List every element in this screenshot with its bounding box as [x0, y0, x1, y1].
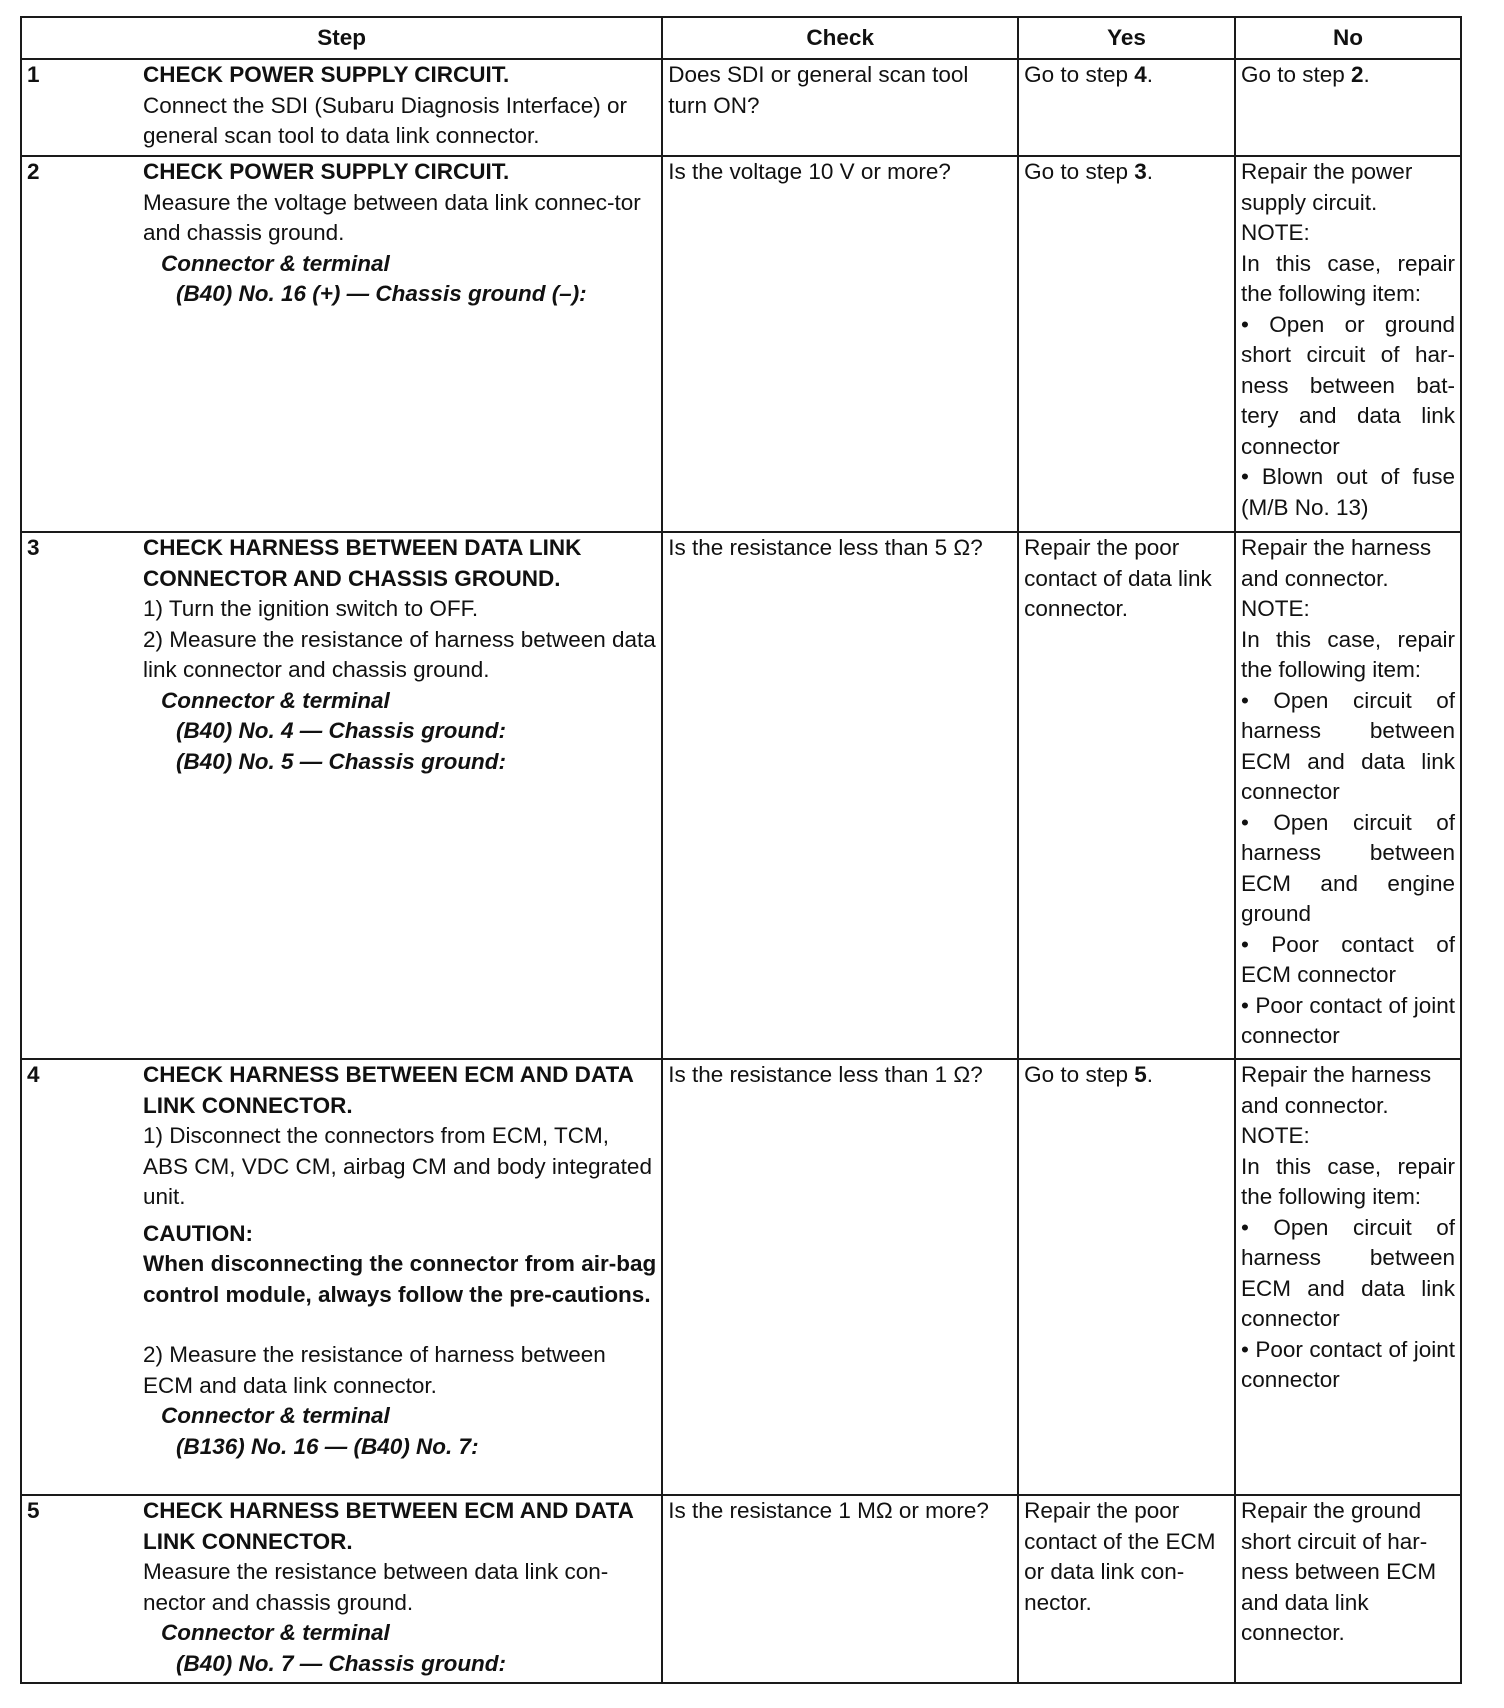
- no-action: Repair the ground short circuit of har-ness between ECM and data link connector.: [1240, 1498, 1437, 1645]
- no-text: Go to step: [1240, 62, 1352, 87]
- step-cell: [21, 532, 662, 1059]
- connector-terminal-label: Connector & terminal: [161, 687, 390, 713]
- no-action: Repair the power supply circuit.: [1240, 159, 1413, 215]
- yes-step-link: 5: [1134, 1062, 1147, 1087]
- step-cell: [21, 1059, 662, 1495]
- no-cell: [1235, 1059, 1461, 1495]
- step-number: 3: [27, 535, 40, 560]
- note-item: • Blown out of fuse (M/B No. 13): [1240, 464, 1455, 520]
- header-no: No: [1235, 17, 1461, 59]
- check-cell: [662, 156, 1018, 532]
- diagnostic-table: [20, 16, 1462, 1684]
- yes-cell: [1018, 1059, 1235, 1495]
- table-row: [21, 156, 1461, 532]
- note-item: • Poor contact of joint connector: [1240, 992, 1455, 1048]
- note-intro: In this case, repair the following item:: [1240, 626, 1455, 682]
- step-instruction: 2) Measure the resistance of harness between data link connector and chassis ground.: [143, 626, 656, 682]
- header-yes: Yes: [1018, 17, 1235, 59]
- step-instruction: Measure the voltage between data link connec-tor and chassis ground.: [143, 189, 641, 245]
- note-item: • Open or ground short circuit of har-ness between bat-tery and data link connector: [1240, 311, 1455, 459]
- yes-text: Repair the poor contact of data link connector.: [1024, 535, 1212, 621]
- yes-text: Go to step: [1024, 159, 1135, 184]
- note-item: • Open circuit of harness between ECM and engine ground: [1240, 809, 1455, 926]
- step-instruction: Connect the SDI (Subaru Diagnosis Interface) or general scan tool to data link connector.: [143, 92, 627, 148]
- check-question: Is the voltage 10 V or more?: [668, 159, 951, 184]
- step-title: CHECK HARNESS BETWEEN ECM AND DATA LINK CONNECTOR.: [143, 1062, 634, 1118]
- terminal-spec: (B40) No. 7 — Chassis ground:: [176, 1650, 507, 1676]
- terminal-spec: (B40) No. 16 (+) — Chassis ground (–):: [176, 281, 587, 306]
- step-number: 2: [27, 159, 40, 184]
- step-instruction: 1) Disconnect the connectors from ECM, TCM, ABS CM, VDC CM, airbag CM and body integrated unit.: [143, 1123, 652, 1209]
- yes-text: Go to step: [1024, 1062, 1135, 1087]
- no-cell: [1235, 156, 1461, 532]
- check-question: Does SDI or general scan tool turn ON?: [668, 62, 969, 118]
- table-row: [21, 1059, 1461, 1495]
- note-label: NOTE:: [1240, 596, 1310, 621]
- note-item: • Poor contact of ECM connector: [1240, 931, 1455, 987]
- no-cell: [1235, 59, 1461, 156]
- caution-text: When disconnecting the connector from air-bag control module, always follow the pre-cautions.: [143, 1251, 657, 1307]
- yes-text: Go to step: [1024, 62, 1135, 87]
- step-number: 1: [27, 62, 40, 87]
- check-cell: [662, 532, 1018, 1059]
- step-instruction: Measure the resistance between data link con-nector and chassis ground.: [143, 1559, 609, 1615]
- yes-suffix: .: [1146, 159, 1153, 184]
- check-cell: [662, 59, 1018, 156]
- header-step: Step: [21, 17, 662, 59]
- check-cell: [662, 1059, 1018, 1495]
- no-cell: [1235, 1495, 1461, 1683]
- check-cell: [662, 1495, 1018, 1683]
- no-action: Repair the harness and connector.: [1240, 535, 1432, 591]
- connector-terminal-label: Connector & terminal: [161, 1620, 390, 1645]
- yes-cell: [1018, 532, 1235, 1059]
- step-number: 5: [27, 1498, 40, 1523]
- step-instruction: 1) Turn the ignition switch to OFF.: [143, 596, 479, 621]
- yes-cell: [1018, 156, 1235, 532]
- check-question: Is the resistance 1 MΩ or more?: [668, 1498, 989, 1523]
- yes-step-link: 4: [1134, 62, 1147, 87]
- yes-cell: [1018, 59, 1235, 156]
- yes-cell: [1018, 1495, 1235, 1683]
- yes-suffix: .: [1146, 62, 1153, 87]
- yes-suffix: .: [1146, 1062, 1153, 1087]
- note-intro: In this case, repair the following item:: [1240, 1153, 1455, 1209]
- step-number: 4: [27, 1062, 40, 1087]
- note-item: • Open circuit of harness between ECM and data link connector: [1240, 687, 1455, 804]
- step-title: CHECK POWER SUPPLY CIRCUIT.: [143, 159, 510, 184]
- step-cell: [21, 156, 662, 532]
- no-step-link: 2: [1351, 62, 1364, 87]
- connector-terminal-label: Connector & terminal: [161, 1403, 390, 1428]
- caution-label: CAUTION:: [143, 1220, 253, 1246]
- no-action: Repair the harness and connector.: [1240, 1062, 1432, 1118]
- step-title: CHECK HARNESS BETWEEN DATA LINK CONNECTOR AND CHASSIS GROUND.: [143, 535, 582, 591]
- note-label: NOTE:: [1240, 1123, 1310, 1148]
- no-cell: [1235, 532, 1461, 1059]
- no-suffix: .: [1363, 62, 1370, 87]
- yes-text: Repair the poor contact of the ECM or data link con-nector.: [1024, 1498, 1216, 1615]
- step-cell: [21, 59, 662, 156]
- note-intro: In this case, repair the following item:: [1240, 250, 1455, 306]
- terminal-spec: (B40) No. 4 — Chassis ground:: [176, 718, 507, 743]
- step-title: CHECK POWER SUPPLY CIRCUIT.: [143, 62, 510, 87]
- connector-terminal-label: Connector & terminal: [161, 250, 390, 276]
- terminal-spec: (B136) No. 16 — (B40) No. 7:: [176, 1433, 479, 1459]
- check-question: Is the resistance less than 5 Ω?: [668, 535, 983, 560]
- step-cell: [21, 1495, 662, 1683]
- step-title: CHECK HARNESS BETWEEN ECM AND DATA LINK CONNECTOR.: [143, 1498, 634, 1554]
- step-instruction: 2) Measure the resistance of harness between ECM and data link connector.: [143, 1342, 606, 1398]
- header-check: Check: [662, 17, 1018, 59]
- table-header-row: [21, 17, 1461, 59]
- note-item: • Open circuit of harness between ECM and data link connector: [1240, 1214, 1455, 1331]
- note-label: NOTE:: [1240, 220, 1310, 245]
- yes-step-link: 3: [1134, 159, 1147, 184]
- table-row: [21, 59, 1461, 156]
- check-question: Is the resistance less than 1 Ω?: [668, 1062, 983, 1087]
- table-row: [21, 1495, 1461, 1683]
- terminal-spec: (B40) No. 5 — Chassis ground:: [176, 748, 507, 774]
- note-item: • Poor contact of joint connector: [1240, 1336, 1455, 1392]
- table-row: [21, 532, 1461, 1059]
